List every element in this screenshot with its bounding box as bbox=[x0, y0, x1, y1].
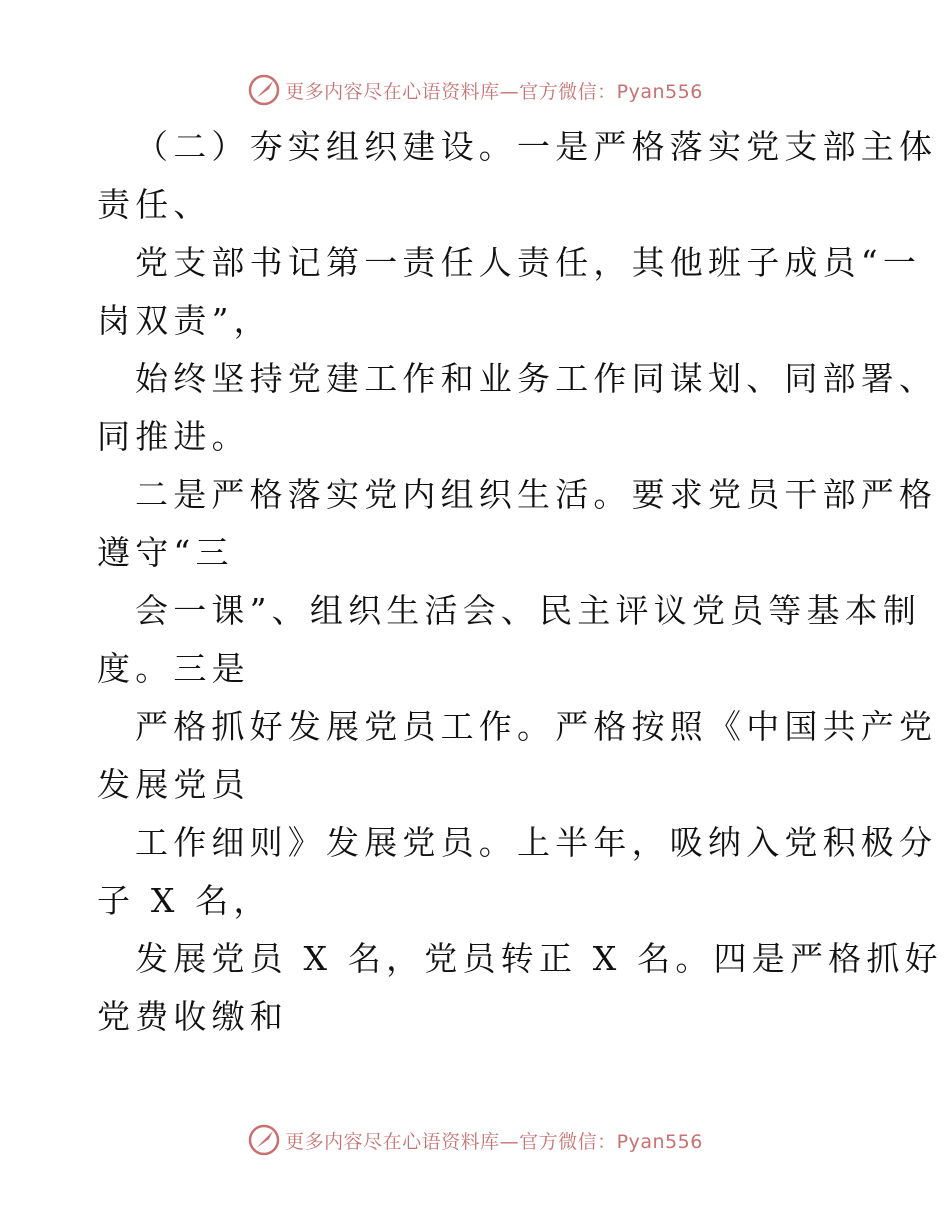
paragraph-line: 度。三是 bbox=[97, 649, 250, 688]
watermark-text: 更多内容尽在心语资料库—官方微信：Pyan556 bbox=[285, 1130, 703, 1153]
paragraph-line: 责任、 bbox=[97, 185, 212, 224]
paragraph-line: 二是严格落实党内组织生活。要求党员干部严格 bbox=[135, 475, 938, 514]
quill-seal-icon bbox=[247, 1123, 281, 1157]
header-watermark bbox=[0, 70, 950, 110]
paragraph-line: 同推进。 bbox=[97, 417, 250, 456]
paragraph-line: 会一课”、组织生活会、民主评议党员等基本制 bbox=[135, 591, 922, 630]
paragraph-line: 党支部书记第一责任人责任，其他班子成员“一 bbox=[135, 243, 922, 282]
footer-watermark bbox=[0, 1120, 950, 1160]
paragraph-line: 严格抓好发展党员工作。严格按照《中国共产党 bbox=[135, 707, 938, 746]
paragraph-line: 工作细则》发展党员。上半年，吸纳入党积极分 bbox=[135, 823, 938, 862]
paragraph-line: 发展党员 X 名，党员转正 X 名。四是严格抓好 bbox=[135, 939, 943, 978]
paragraph-line: 遵守“三 bbox=[97, 533, 234, 572]
watermark-text: 更多内容尽在心语资料库—官方微信：Pyan556 bbox=[285, 80, 703, 103]
document-body bbox=[97, 118, 943, 1046]
paragraph-line: 党费收缴和 bbox=[97, 997, 288, 1036]
paragraph-line: （二）夯实组织建设。一是严格落实党支部主体 bbox=[135, 127, 938, 166]
paragraph-line: 岗双责”， bbox=[97, 301, 272, 340]
paragraph-line: 始终坚持党建工作和业务工作同谋划、同部署、 bbox=[135, 359, 938, 398]
quill-seal-icon bbox=[247, 73, 281, 107]
paragraph-line: 发展党员 bbox=[97, 765, 250, 804]
paragraph-line: 子 X 名， bbox=[97, 881, 272, 920]
